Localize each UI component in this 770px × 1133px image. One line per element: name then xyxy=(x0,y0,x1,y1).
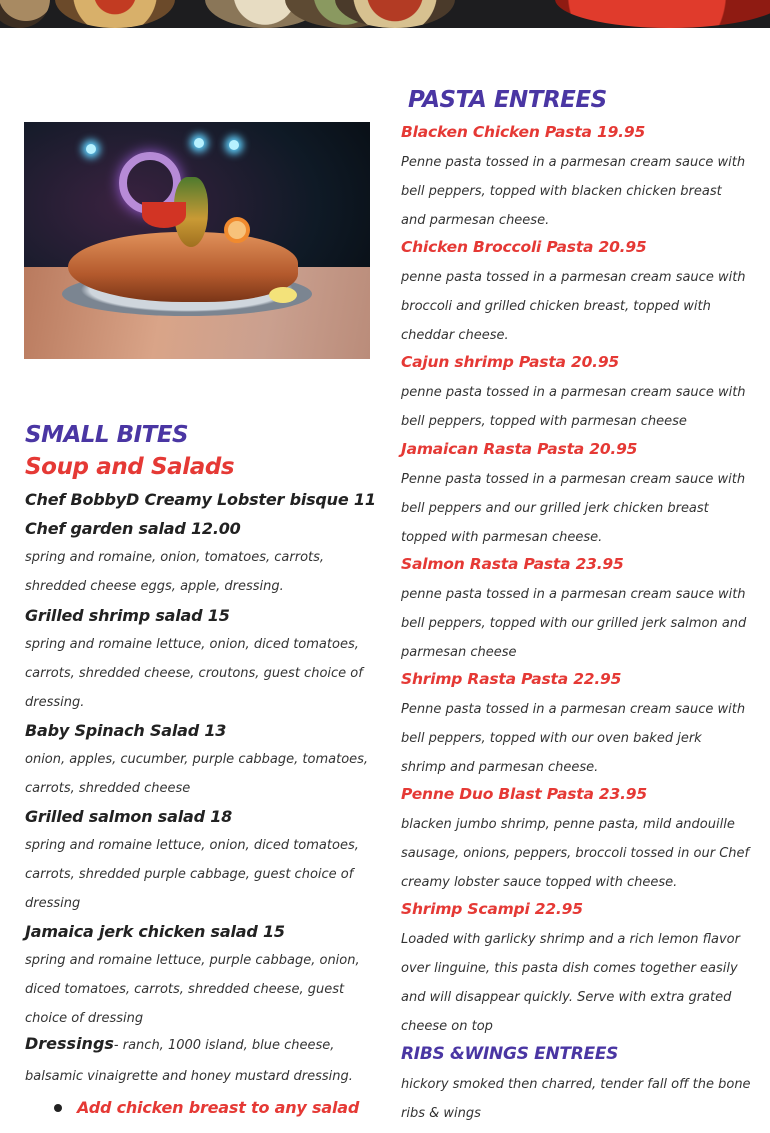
menu-item-chicken-broccoli-pasta: Chicken Broccoli Pasta 20.95 xyxy=(401,238,647,256)
menu-item-description: Penne pasta tossed in a parmesan cream sauce with bell peppers and our grilled jerk chicken breast topped with parmesan cheese. xyxy=(401,472,746,545)
banner-bowl xyxy=(0,0,50,28)
menu-item-description: penne pasta tossed in a parmesan cream sauce with bell peppers, topped with our grilled jerk salmon and parmesan cheese xyxy=(401,587,747,660)
header-food-banner xyxy=(0,0,770,28)
dressings-text: - ranch, 1000 island, blue cheese, xyxy=(113,1038,335,1053)
menu-item-blacken-chicken-pasta: Blacken Chicken Pasta 19.95 xyxy=(401,123,646,141)
menu-item-description: penne pasta tossed in a parmesan cream sauce with broccoli and grilled chicken breast, topped with cheddar cheese. xyxy=(401,270,746,343)
menu-item-description: Loaded with garlicky shrimp and a rich lemon flavor over linguine, this pasta dish comes together easily and will disappear quickly. Serve with extra grated cheese on top xyxy=(401,932,740,1034)
menu-item-description: onion, apples, cucumber, purple cabbage, tomatoes, carrots, shredded cheese xyxy=(25,752,369,796)
menu-item-salmon-rasta-pasta: Salmon Rasta Pasta 23.95 xyxy=(401,555,624,573)
ribs-wings-heading: RIBS &WINGS ENTREES xyxy=(401,1044,619,1064)
list-bullet xyxy=(54,1104,62,1112)
menu-item-grilled-salmon-salad: Grilled salmon salad 18 xyxy=(25,807,233,826)
ribs-wings-description: hickory smoked then charred, tender fall off the bone ribs & wings xyxy=(401,1077,751,1121)
dressings-text-continued: balsamic vinaigrette and honey mustard dressing. xyxy=(25,1069,353,1084)
menu-item-shrimp-rasta-pasta: Shrimp Rasta Pasta 22.95 xyxy=(401,670,622,688)
menu-item-description: Penne pasta tossed in a parmesan cream sauce with bell peppers, topped with our oven baked jerk shrimp and parmesan cheese. xyxy=(401,702,746,775)
menu-item-jerk-chicken-salad: Jamaica jerk chicken salad 15 xyxy=(25,922,285,941)
menu-item-description: spring and romaine lettuce, onion, diced tomatoes, carrots, shredded cheese, croutons, guest choice of dressing. xyxy=(25,637,363,710)
menu-item-description: Penne pasta tossed in a parmesan cream sauce with bell peppers, topped with blacken chicken breast and parmesan cheese. xyxy=(401,155,746,228)
featured-dish-photo xyxy=(24,122,370,359)
menu-item-description: spring and romaine lettuce, purple cabbage, onion, diced tomatoes, carrots, shredded cheese, guest choice of dressing xyxy=(25,953,360,1026)
menu-item-penne-duo-blast-pasta: Penne Duo Blast Pasta 23.95 xyxy=(401,785,647,803)
menu-item-garden-salad: Chef garden salad 12.00 xyxy=(25,519,241,538)
addon-chicken-breast: Add chicken breast to any salad xyxy=(77,1098,360,1117)
banner-crawfish xyxy=(555,0,770,28)
menu-item-lobster-bisque: Chef BobbyD Creamy Lobster bisque 11 xyxy=(25,490,376,509)
menu-item-jamaican-rasta-pasta: Jamaican Rasta Pasta 20.95 xyxy=(401,440,638,458)
menu-item-description: penne pasta tossed in a parmesan cream sauce with bell peppers, topped with parmesan cheese xyxy=(401,385,746,429)
pasta-entrees-heading: PASTA ENTREES xyxy=(408,87,607,113)
banner-bowl xyxy=(55,0,175,28)
menu-item-description: spring and romaine lettuce, onion, diced tomatoes, carrots, shredded purple cabbage, guest choice of dressing xyxy=(25,838,359,911)
menu-item-description: blacken jumbo shrimp, penne pasta, mild andouille sausage, onions, peppers, broccoli tossed in our Chef creamy lobster sauce topped with cheese. xyxy=(401,817,750,890)
menu-item-cajun-shrimp-pasta: Cajun shrimp Pasta 20.95 xyxy=(401,353,620,371)
menu-item-description: spring and romaine, onion, tomatoes, carrots, shredded cheese eggs, apple, dressing. xyxy=(25,550,325,594)
dressings-line xyxy=(25,1034,334,1053)
soup-salads-heading: Soup and Salads xyxy=(25,454,235,480)
small-bites-heading: SMALL BITES xyxy=(25,422,189,448)
menu-item-shrimp-scampi: Shrimp Scampi 22.95 xyxy=(401,900,583,918)
menu-item-baby-spinach-salad: Baby Spinach Salad 13 xyxy=(25,721,227,740)
dressings-label: Dressings xyxy=(25,1034,114,1053)
menu-item-grilled-shrimp-salad: Grilled shrimp salad 15 xyxy=(25,606,230,625)
